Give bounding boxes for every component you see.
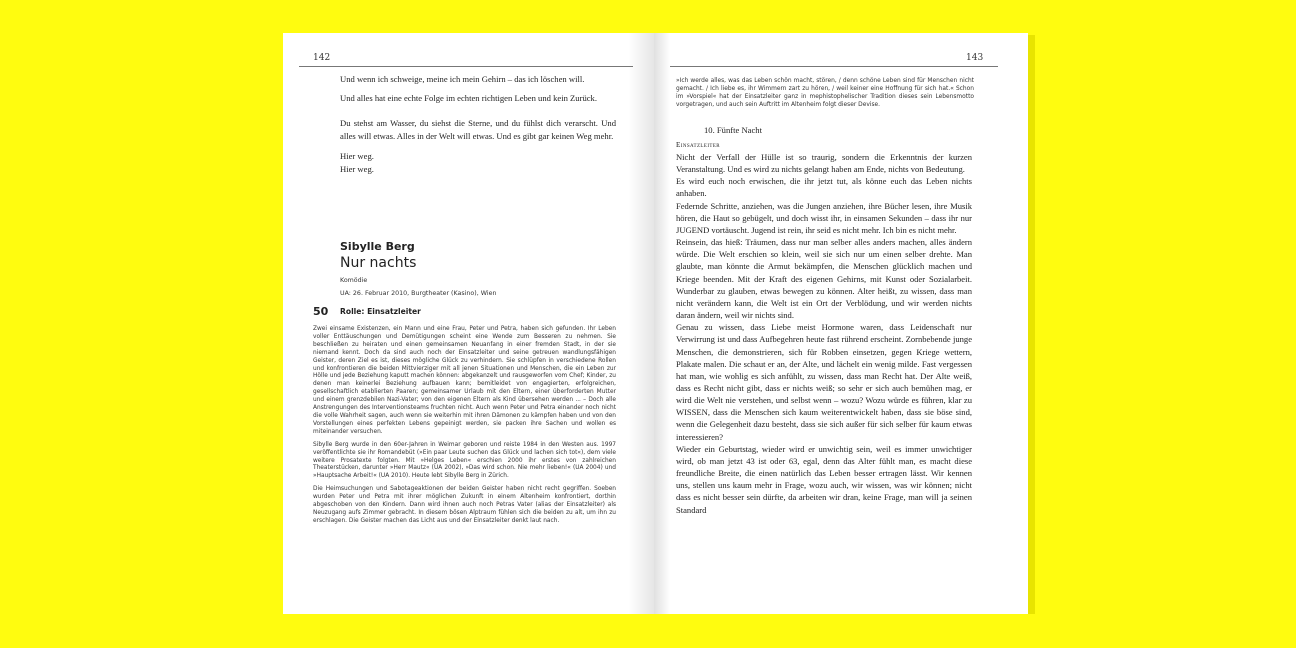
premiere-info: UA: 26. Februar 2010, Burgtheater (Kasino), Wien <box>340 290 497 297</box>
open-book <box>283 33 1028 614</box>
role-label: Rolle: Einsatzleiter <box>340 307 421 316</box>
monologue-paragraph: Reinsein, das hieß: Träumen, dass nur man selber alles anders machen, alles ändern würde. Die Welt erschien so klein, weil sie sich nur um einen selber drehte. Man glaubte, man könnte die Armut bekämpfen, die Menschen glücklich machen und Kriege beenden. Mit der Kraft des eigenen Gehirns, mit Kunst oder Sozialarbeit. Wunderbar zu glauben, etwas bewegen zu können. Alter heißt, zu wissen, dass man nicht verändern kann, die Welt ist ein Ort der Verblödung, und wir werden nichts daran ändern, weil wir nichts sind. <box>676 237 972 321</box>
header-rule <box>670 66 998 67</box>
header-rule <box>299 66 633 67</box>
monologue-text <box>676 151 972 516</box>
gutter-shadow <box>628 33 654 614</box>
intro-quote: »Ich werde alles, was das Leben schön macht, stören, / denn schöne Leben sind für Menschen nicht gemacht. / Ich liebe es, ihr Wimmern zart zu hören, / weil keiner eine Hoffnung für sich hat.« Schon im »Vorspiel« hat der Einsatzleiter ganz in mephistophelischer Tradition dieses sein Lebensmotto vorgetragen, und auch sein Auftritt im Altenheim folgt dieser Devise. <box>676 78 974 108</box>
monologue-paragraph: Es wird euch noch erwischen, die ihr jetzt tut, als könne euch das Leben nichts anhaben. <box>676 176 972 199</box>
poem-line: Und alles hat eine echte Folge im echten richtigen Leben und kein Zurück. <box>340 93 598 104</box>
synopsis-paragraph: Die Heimsuchungen und Sabotageaktionen der beiden Geister haben nicht recht gegriffen. Soeben wurden Peter und Petra mit ihrer möglichen Zukunft in einem Altenheim konfrontiert, dorthin abgeschoben von den Kindern. Dann wird ihnen auch noch Petras Vater (alias der Einsatzleiter) als Neuzugang aufs Zimmer gebracht. In diesem bösen Alptraum fühlen sich die beiden zu alt, um ihn zu erschlagen. Die Geister machen das Licht aus und der Einsatzleiter denkt laut nach. <box>313 486 616 524</box>
gutter-shadow <box>654 33 670 614</box>
synopsis-paragraph: Zwei einsame Existenzen, ein Mann und eine Frau, Peter und Petra, haben sich gefunden. Ihr Leben voller Enttäuschungen und Demütigungen scheint eine Wende zum Besseren zu nehmen. Sie beschließen zu heiraten und einen gemeinsamen Neuanfang in einer fremden Stadt, in der sie niemand kennt. Doch da sind auch noch der Einsatzleiter und seine getreuen wandlungsfähigen Geister, deren Ziel es ist, dieses mögliche Glück zu verhindern. Sie schlüpfen in verschiedene Rollen und konfrontieren die beiden Mittvierziger mit all jenen Situationen und Menschen, die ein Leben zur Hölle und jede Beziehung kaputt machen können: abgekanzelt und rausgeworfen vom Chef; Kinder, zu denen man keinerlei Beziehung aufbauen kann; bemitleidet von engagierten, erfolgreichen, gesellschaftlich etablierten Paaren; gemeinsamer Urlaub mit den Eltern, einer überforderten Mutter und einem grenzdebilen Nazi-Vater; von den eigenen Eltern als Kind übersehen werden ... – Doch alle Anstrengungen des Interventionsteams fruchten nicht. Auch wenn Peter und Petra einander noch nicht die volle Wahrheit sagen, auch wenn sie weiterhin mit ihren Dämonen zu kämpfen haben und von den Vorstellungen eines perfekten Lebens gepeinigt werden, sie packen ihre Sachen und wollen es miteinander versuchen. <box>313 326 616 435</box>
poem-line: Du stehst am Wasser, du siehst die Sterne, und du fühlst dich verarscht. Und alles will etwas. Alles in der Welt will etwas. Und es gibt gar keinen Weg mehr. <box>340 117 616 142</box>
entry-number: 50 <box>313 305 329 318</box>
synopsis-paragraph: Sibylle Berg wurde in den 60er-Jahren in Weimar geboren und reiste 1984 in den Westen aus. 1997 veröffentlichte sie ihr Romandebüt (»Ein paar Leute suchen das Glück und lachen sich tot«), dem viele weitere Prosatexte folgten. Mit »Helges Leben« erschien 2000 ihr erstes von zahlreichen Theaterstücken, darunter »Herr Mautz« (UA 2002), »Das wird schon. Nie mehr lieben!« (UA 2004) und »Hauptsache Arbeit!« (UA 2010). Heute lebt Sibylle Berg in Zürich. <box>313 441 616 480</box>
right-page <box>654 33 1028 614</box>
poem-line: Hier weg. <box>340 164 374 175</box>
page-number: 142 <box>313 53 331 63</box>
page-edge-shadow <box>1028 35 1035 614</box>
monologue-paragraph: Wieder ein Geburtstag, wieder wird er unwichtig sein, weil es immer unwichtiger wird, ob man jetzt 43 ist oder 63, egal, denn das Alter fühlt man, es macht diese freundliche Breite, die einen natürlich das Leben besser ertragen lässt. Wir kennen uns, stellen uns kaum mehr in Frage, wozu auch, wir wissen, was wir können; nicht dass es nicht besser sein dürfte, da arbeiten wir dran, keine Frage, man will ja seinen Standard <box>676 443 972 515</box>
play-entry-header <box>340 240 620 297</box>
page-number: 143 <box>966 53 984 63</box>
scene-heading: 10. Fünfte Nacht <box>704 125 762 135</box>
monologue-paragraph: Nicht der Verfall der Hülle ist so traurig, sondern die Erkenntnis der kurzen Veranstaltung. Und es wird zu nichts gelangt haben am Ende, nichts von Bedeutung. <box>676 152 972 175</box>
poem-excerpt <box>340 73 616 176</box>
author-name: Sibylle Berg <box>340 240 415 253</box>
monologue-paragraph: Genau zu wissen, dass Liebe meist Hormone waren, dass Leidenschaft nur Verwirrung ist und dass Aufbegehren heute fast rührend erscheint. Zornbebende junge Menschen, die demonstrieren, sich für Robben einsetzen, gegen Kriege wettern, Plakate malen. Die schaut er an, der Alte, und lächelt ein wenig milde. Fast vergessen hat man, wie wohlig es sich anfühlt, zu wissen, dass man Recht hat. Der Alte weiß, dass es Recht nicht gibt, dass er nichts weiß; so sehr er sich auch bemühen mag, er wird die Welt nie verstehen, und selbst wenn – wozu? Wozu würde es führen, klar zu WISSEN, dass die Menschen sich kaum weiterentwickelt haben, dass sie böse sind, wenn die Gelegenheit dazu besteht, dass sie sich außer für sich selber für kaum etwas interessieren? <box>676 322 972 442</box>
poem-line: Und wenn ich schweige, meine ich mein Gehirn – das ich löschen will. <box>340 74 585 84</box>
left-page <box>283 33 654 614</box>
monologue-paragraph: Federnde Schritte, anziehen, was die Jungen anziehen, ihre Bücher lesen, ihre Musik hören, die Haut so gebügelt, und doch wisst ihr, in einsamen Sekunden – dass ihr nur JUGEND vortäuscht. Jugend ist rein, ihr seid es nicht mehr. Ich bin es nicht mehr. <box>676 200 972 235</box>
speaker-name: Einsatzleiter <box>676 141 721 149</box>
play-title: Nur nachts <box>340 255 417 271</box>
genre-label: Komödie <box>340 277 368 284</box>
synopsis <box>313 326 616 531</box>
poem-line: Hier weg. <box>340 150 374 161</box>
